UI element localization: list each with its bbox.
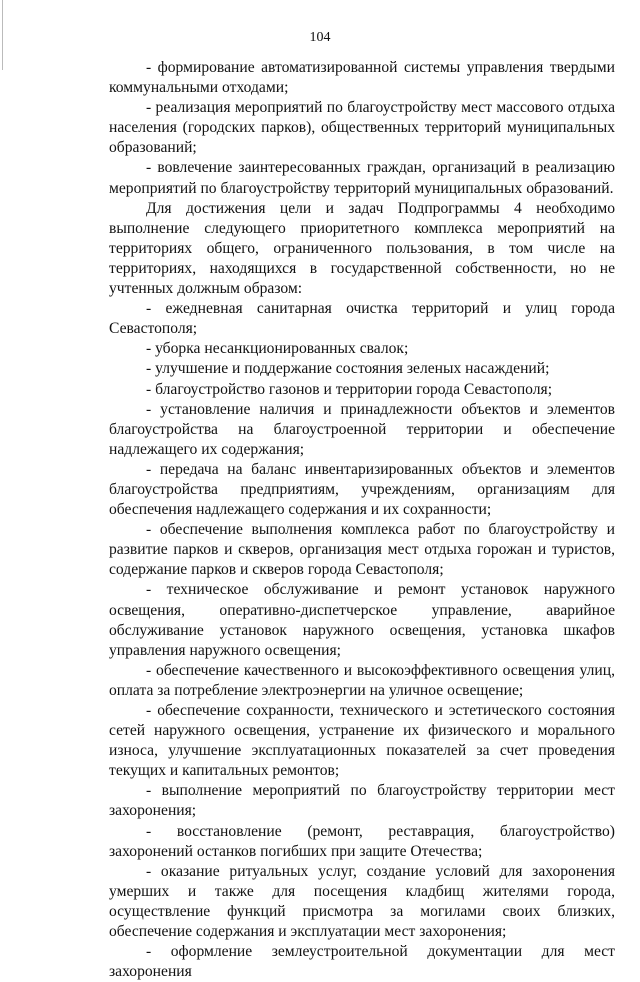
paragraph: - оказание ритуальных услуг, создание условий для захоронения умерших и также для посещения кладбищ жителями города, осуществление функций присмотра за могилами своих близких, обеспечение содержания и эксплуатации мест захоронения; [109, 862, 615, 941]
paragraph: - реализация мероприятий по благоустройству мест массового отдыха населения (городских парков), общественных территорий муниципальных образований; [109, 99, 615, 157]
paragraph: - восстановление (ремонт, реставрация, благоустройство) захоронений останков погибших при защите Отечества; [109, 822, 615, 860]
paragraph: - уборка несанкционированных свалок; [146, 340, 409, 358]
body-text [109, 58, 615, 982]
paragraph: - благоустройство газонов и территории города Севастополя; [146, 380, 553, 398]
paragraph: - вовлечение заинтересованных граждан, организаций в реализацию мероприятий по благоустройству территорий муниципальных образований. [109, 159, 615, 197]
paragraph: - ежедневная санитарная очистка территорий и улиц города Севастополя; [109, 300, 615, 338]
paragraph: - обеспечение сохранности, технического и эстетического состояния сетей наружного освещения, устранение их физического и морального износа, улучшение эксплуатационных показателей за счет проведения текущих и капитальных ремонтов; [109, 702, 615, 780]
paragraph: - передача на баланс инвентаризированных объектов и элементов благоустройства предприятиям, учреждениям, организациям для обеспечения надлежащего содержания и их сохранности; [109, 460, 615, 519]
paragraph: - формирование автоматизированной системы управления твердыми коммунальными отходами; [109, 59, 615, 97]
paragraph: - обеспечение качественного и высокоэффективного освещения улиц, оплата за потребление электроэнергии на уличное освещение; [109, 661, 615, 699]
paragraph: - оформление землеустроительной документации для мест захоронения [109, 943, 615, 981]
page-number: 104 [309, 30, 331, 45]
paragraph: Для достижения цели и задач Подпрограммы 4 необходимо выполнение следующего приоритетного комплекса мероприятий на территориях общего, ограниченного пользования, в том числе на территориях, находящихся в государственной собственности, но не учтенных должным образом: [109, 199, 615, 298]
paragraph: - выполнение мероприятий по благоустройству территории мест захоронения; [109, 782, 615, 820]
paragraph: - установление наличия и принадлежности объектов и элементов благоустройства на благоустроенной территории и обеспечение надлежащего их содержания; [109, 400, 615, 458]
paragraph: - обеспечение выполнения комплекса работ по благоустройству и развитие парков и скверов, организация мест отдыха горожан и туристов, содержание парков и скверов города Севастополя; [109, 521, 615, 579]
paragraph: - улучшение и поддержание состояния зеленых насаждений; [146, 360, 550, 378]
paragraph: - техническое обслуживание и ремонт установок наружного освещения, оперативно-диспетчерское управление, аварийное обслуживание установок наружного освещения, установка шкафов управления наружного освещения; [109, 581, 615, 659]
